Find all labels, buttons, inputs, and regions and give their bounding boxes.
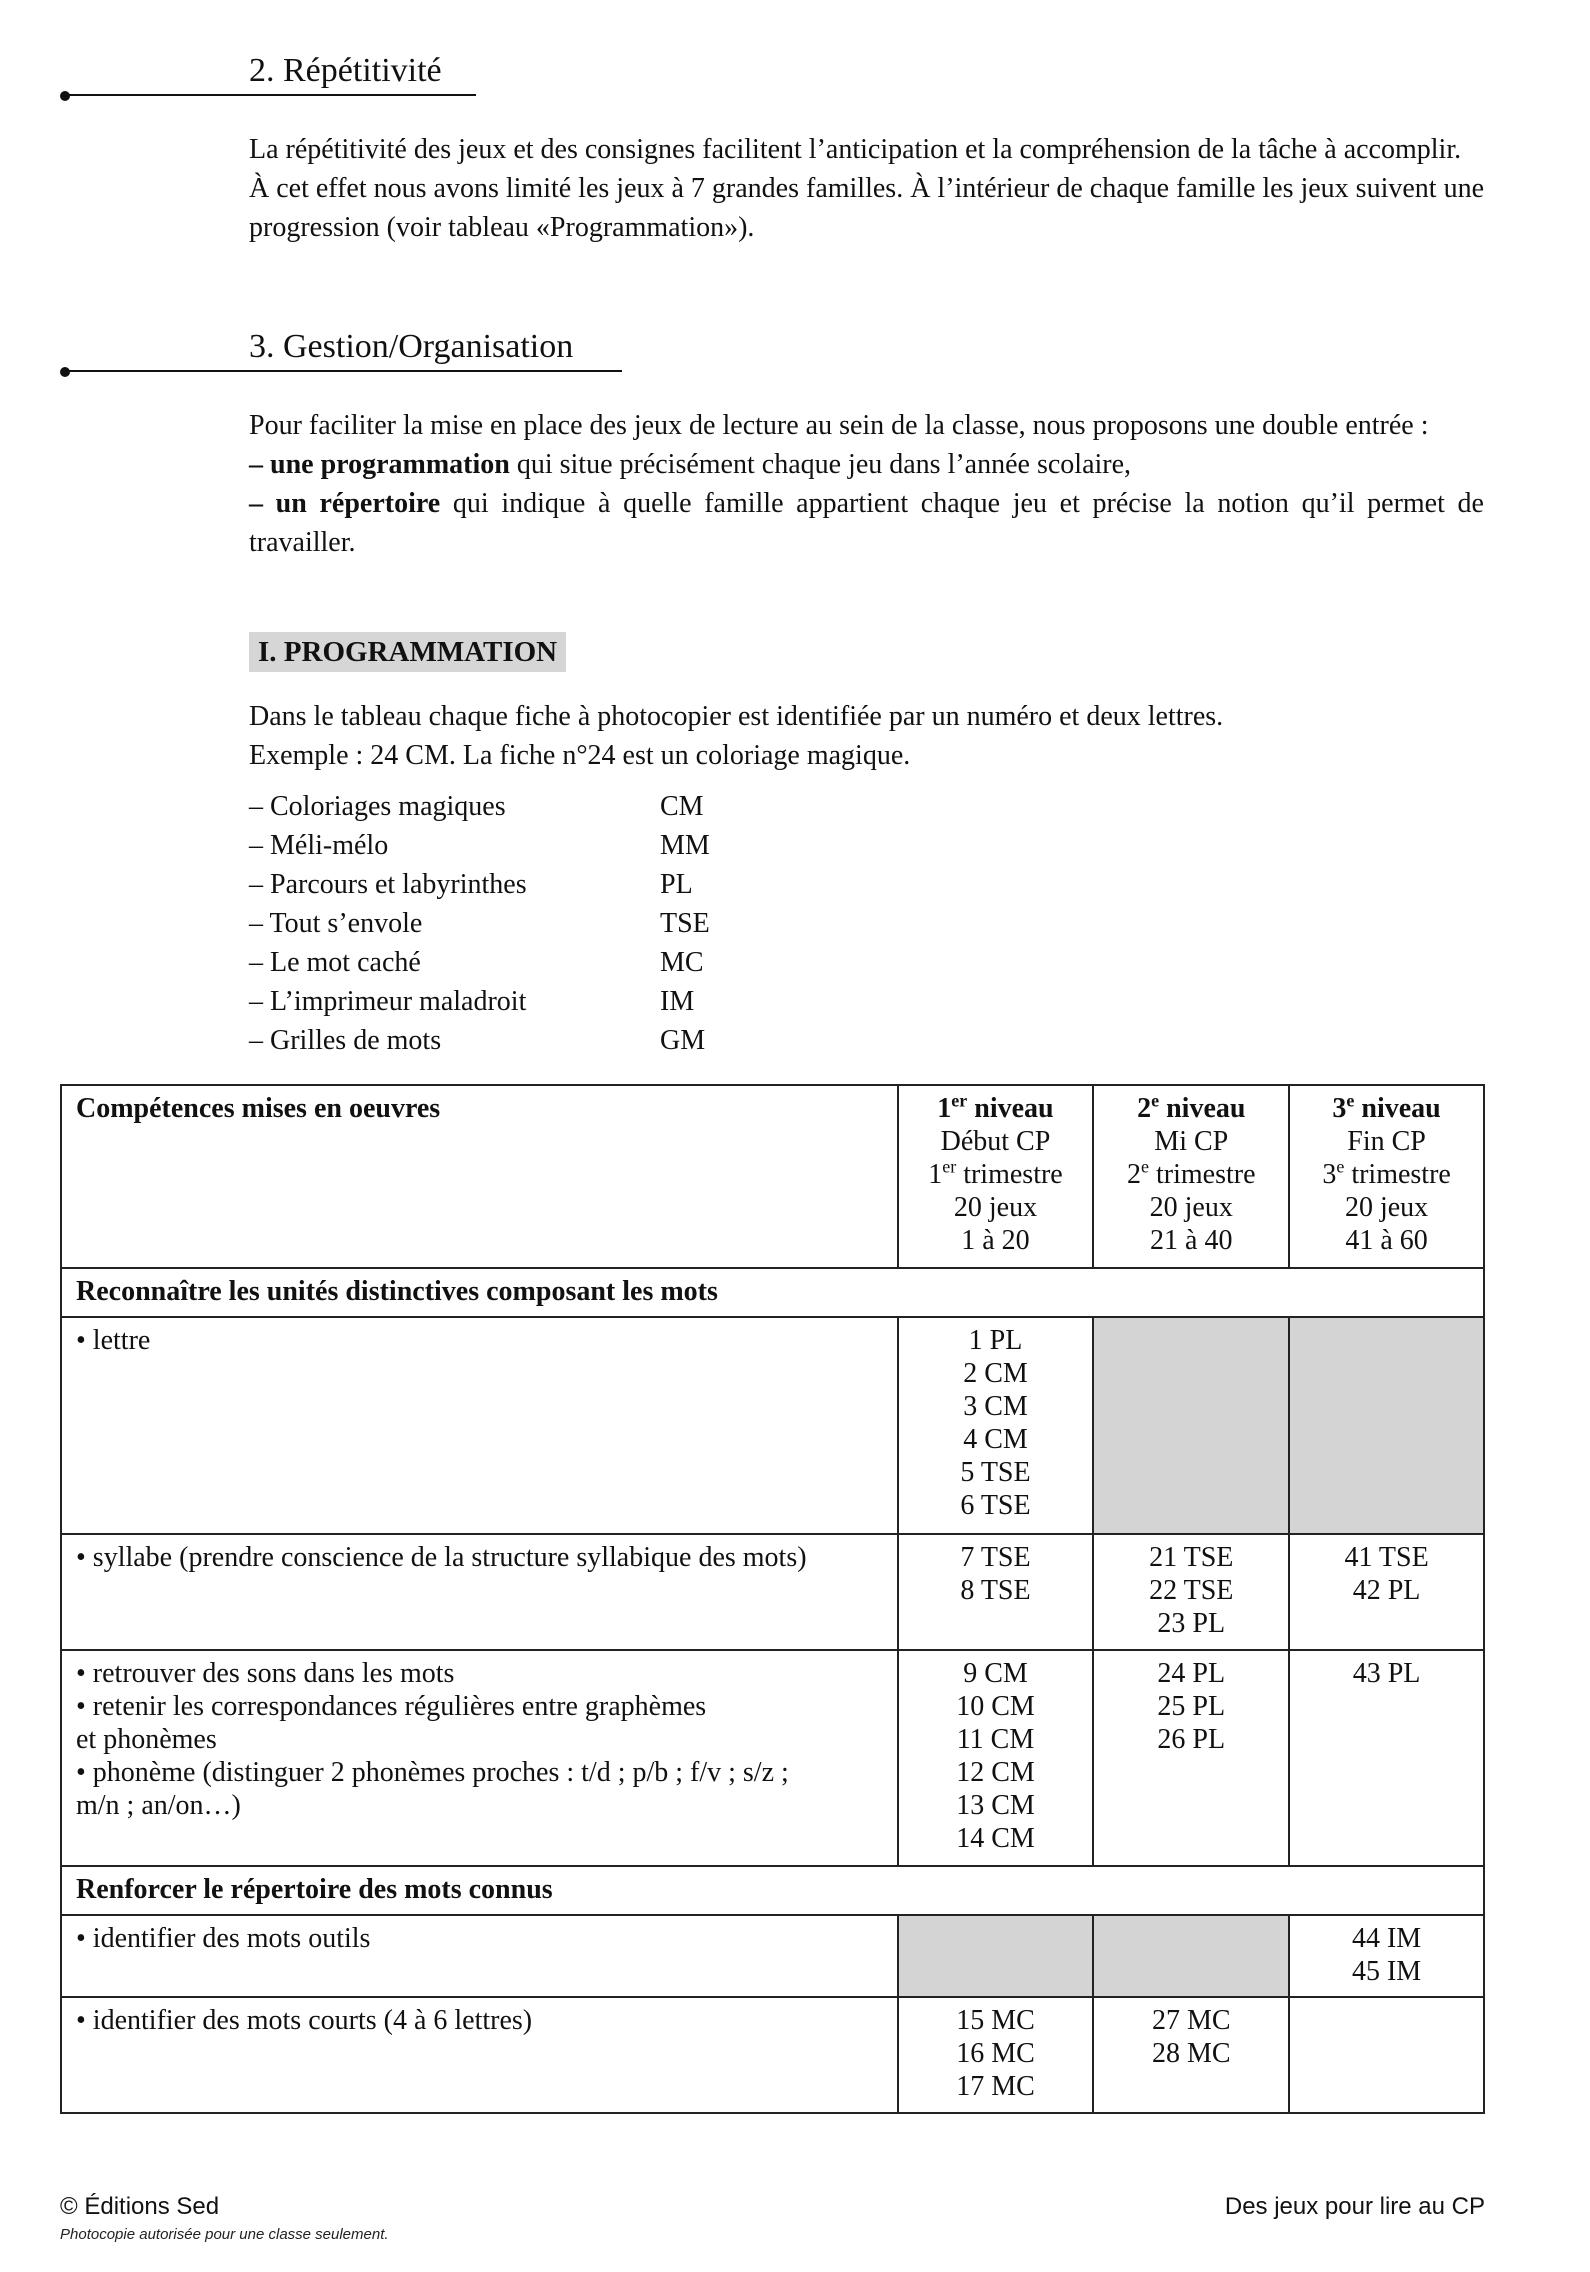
section-3-item-2	[249, 484, 1484, 562]
section-3-body	[249, 406, 1484, 562]
table-row	[61, 1650, 1484, 1866]
cell-level-1: 7 TSE 8 TSE	[898, 1534, 1094, 1650]
section-a-title: Reconnaître les unités distinctives composant les mots	[61, 1268, 1484, 1317]
intro-line-2: Exemple : 24 CM. La fiche n°24 est un coloriage magique.	[249, 740, 911, 771]
cell-level-1: 15 MC 16 MC 17 MC	[898, 1997, 1094, 2113]
section-2-paragraph-1: La répétitivité des jeux et des consignes facilitent l’anticipation et la compréhension de la tâche à accomplir.	[249, 134, 1462, 165]
heading-underline	[66, 94, 476, 96]
copy-notice: Photocopie autorisée pour une classe seulement.	[60, 2226, 389, 2243]
table-section-row	[61, 1866, 1484, 1915]
programmation-table	[60, 1084, 1485, 2114]
cell-level-2-empty	[1093, 1915, 1289, 1997]
bullet-icon	[60, 367, 70, 377]
cell-level-2-empty	[1093, 1317, 1289, 1534]
row-label: • syllabe (prendre conscience de la structure syllabique des mots)	[61, 1534, 898, 1650]
row-label: • identifier des mots outils	[61, 1915, 898, 1997]
row-label: • retrouver des sons dans les mots • retenir les correspondances régulières entre graphèmes et phonèmes • phonème (distinguer 2 phonèmes proches : t/d ; p/b ; f/v ; s/z ; m/n ; an/on…)	[61, 1650, 898, 1866]
book-title: Des jeux pour lire au CP	[1224, 2193, 1485, 2220]
publisher-credit: © Éditions Sed	[60, 2193, 220, 2220]
cell-level-2: 27 MC 28 MC	[1093, 1997, 1289, 2113]
cell-level-3-empty	[1289, 1997, 1484, 2113]
cell-level-3: 44 IM 45 IM	[1289, 1915, 1484, 1997]
intro-line-1: Dans le tableau chaque fiche à photocopier est identifiée par un numéro et deux lettres.	[249, 701, 1224, 732]
header-level-3: 3e niveau Fin CP 3e trimestre 20 jeux 41 à 60	[1289, 1085, 1484, 1268]
cell-level-2: 21 TSE 22 TSE 23 PL	[1093, 1534, 1289, 1650]
programmation-heading: I. PROGRAMMATION	[249, 632, 566, 672]
header-level-1: 1er niveau Début CP 1er trimestre 20 jeux 1 à 20	[898, 1085, 1094, 1268]
section-3-paragraph-1: Pour faciliter la mise en place des jeux de lecture au sein de la classe, nous proposons une double entrée :	[249, 410, 1429, 441]
section-2-paragraph-2: À cet effet nous avons limité les jeux à 7 grandes familles. À l’intérieur de chaque famille les jeux suivent une progression (voir tableau «Programmation»).	[249, 173, 1484, 243]
section-3-heading	[60, 328, 622, 372]
header-competences: Compétences mises en oeuvres	[61, 1085, 898, 1268]
section-b-title: Renforcer le répertoire des mots connus	[61, 1866, 1484, 1915]
table-header-row	[61, 1085, 1484, 1268]
table-section-row	[61, 1268, 1484, 1317]
cell-level-1: 1 PL 2 CM 3 CM 4 CM 5 TSE 6 TSE	[898, 1317, 1094, 1534]
programmation-intro	[249, 697, 1484, 775]
header-level-2: 2e niveau Mi CP 2e trimestre 20 jeux 21 à 40	[1093, 1085, 1289, 1268]
section-2-body	[249, 130, 1484, 247]
section-2-title: 2. Répétitivité	[249, 52, 442, 89]
cell-level-3: 43 PL	[1289, 1650, 1484, 1866]
cell-level-1: 9 CM 10 CM 11 CM 12 CM 13 CM 14 CM	[898, 1650, 1094, 1866]
item-2-text: qui indique à quelle famille appartient chaque jeu et précise la notion qu’il permet de travailler.	[249, 488, 1484, 558]
table-row	[61, 1915, 1484, 1997]
cell-level-2: 24 PL 25 PL 26 PL	[1093, 1650, 1289, 1866]
table-row	[61, 1317, 1484, 1534]
table-row	[61, 1534, 1484, 1650]
item-1-text: qui situe précisément chaque jeu dans l’année scolaire,	[509, 449, 1132, 480]
heading-underline	[66, 370, 622, 372]
cell-level-3: 41 TSE 42 PL	[1289, 1534, 1484, 1650]
section-3-title: 3. Gestion/Organisation	[249, 328, 574, 365]
section-3-item-1	[249, 445, 1484, 484]
row-label: • identifier des mots courts (4 à 6 lettres)	[61, 1997, 898, 2113]
table-row	[61, 1997, 1484, 2113]
cell-level-1-empty	[898, 1915, 1094, 1997]
row-label: • lettre	[61, 1317, 898, 1534]
section-2-heading	[60, 52, 480, 96]
item-1-bold: – une programmation	[249, 449, 510, 480]
item-2-bold: – un répertoire	[249, 488, 441, 519]
bullet-icon	[60, 91, 70, 101]
cell-level-3-empty	[1289, 1317, 1484, 1534]
